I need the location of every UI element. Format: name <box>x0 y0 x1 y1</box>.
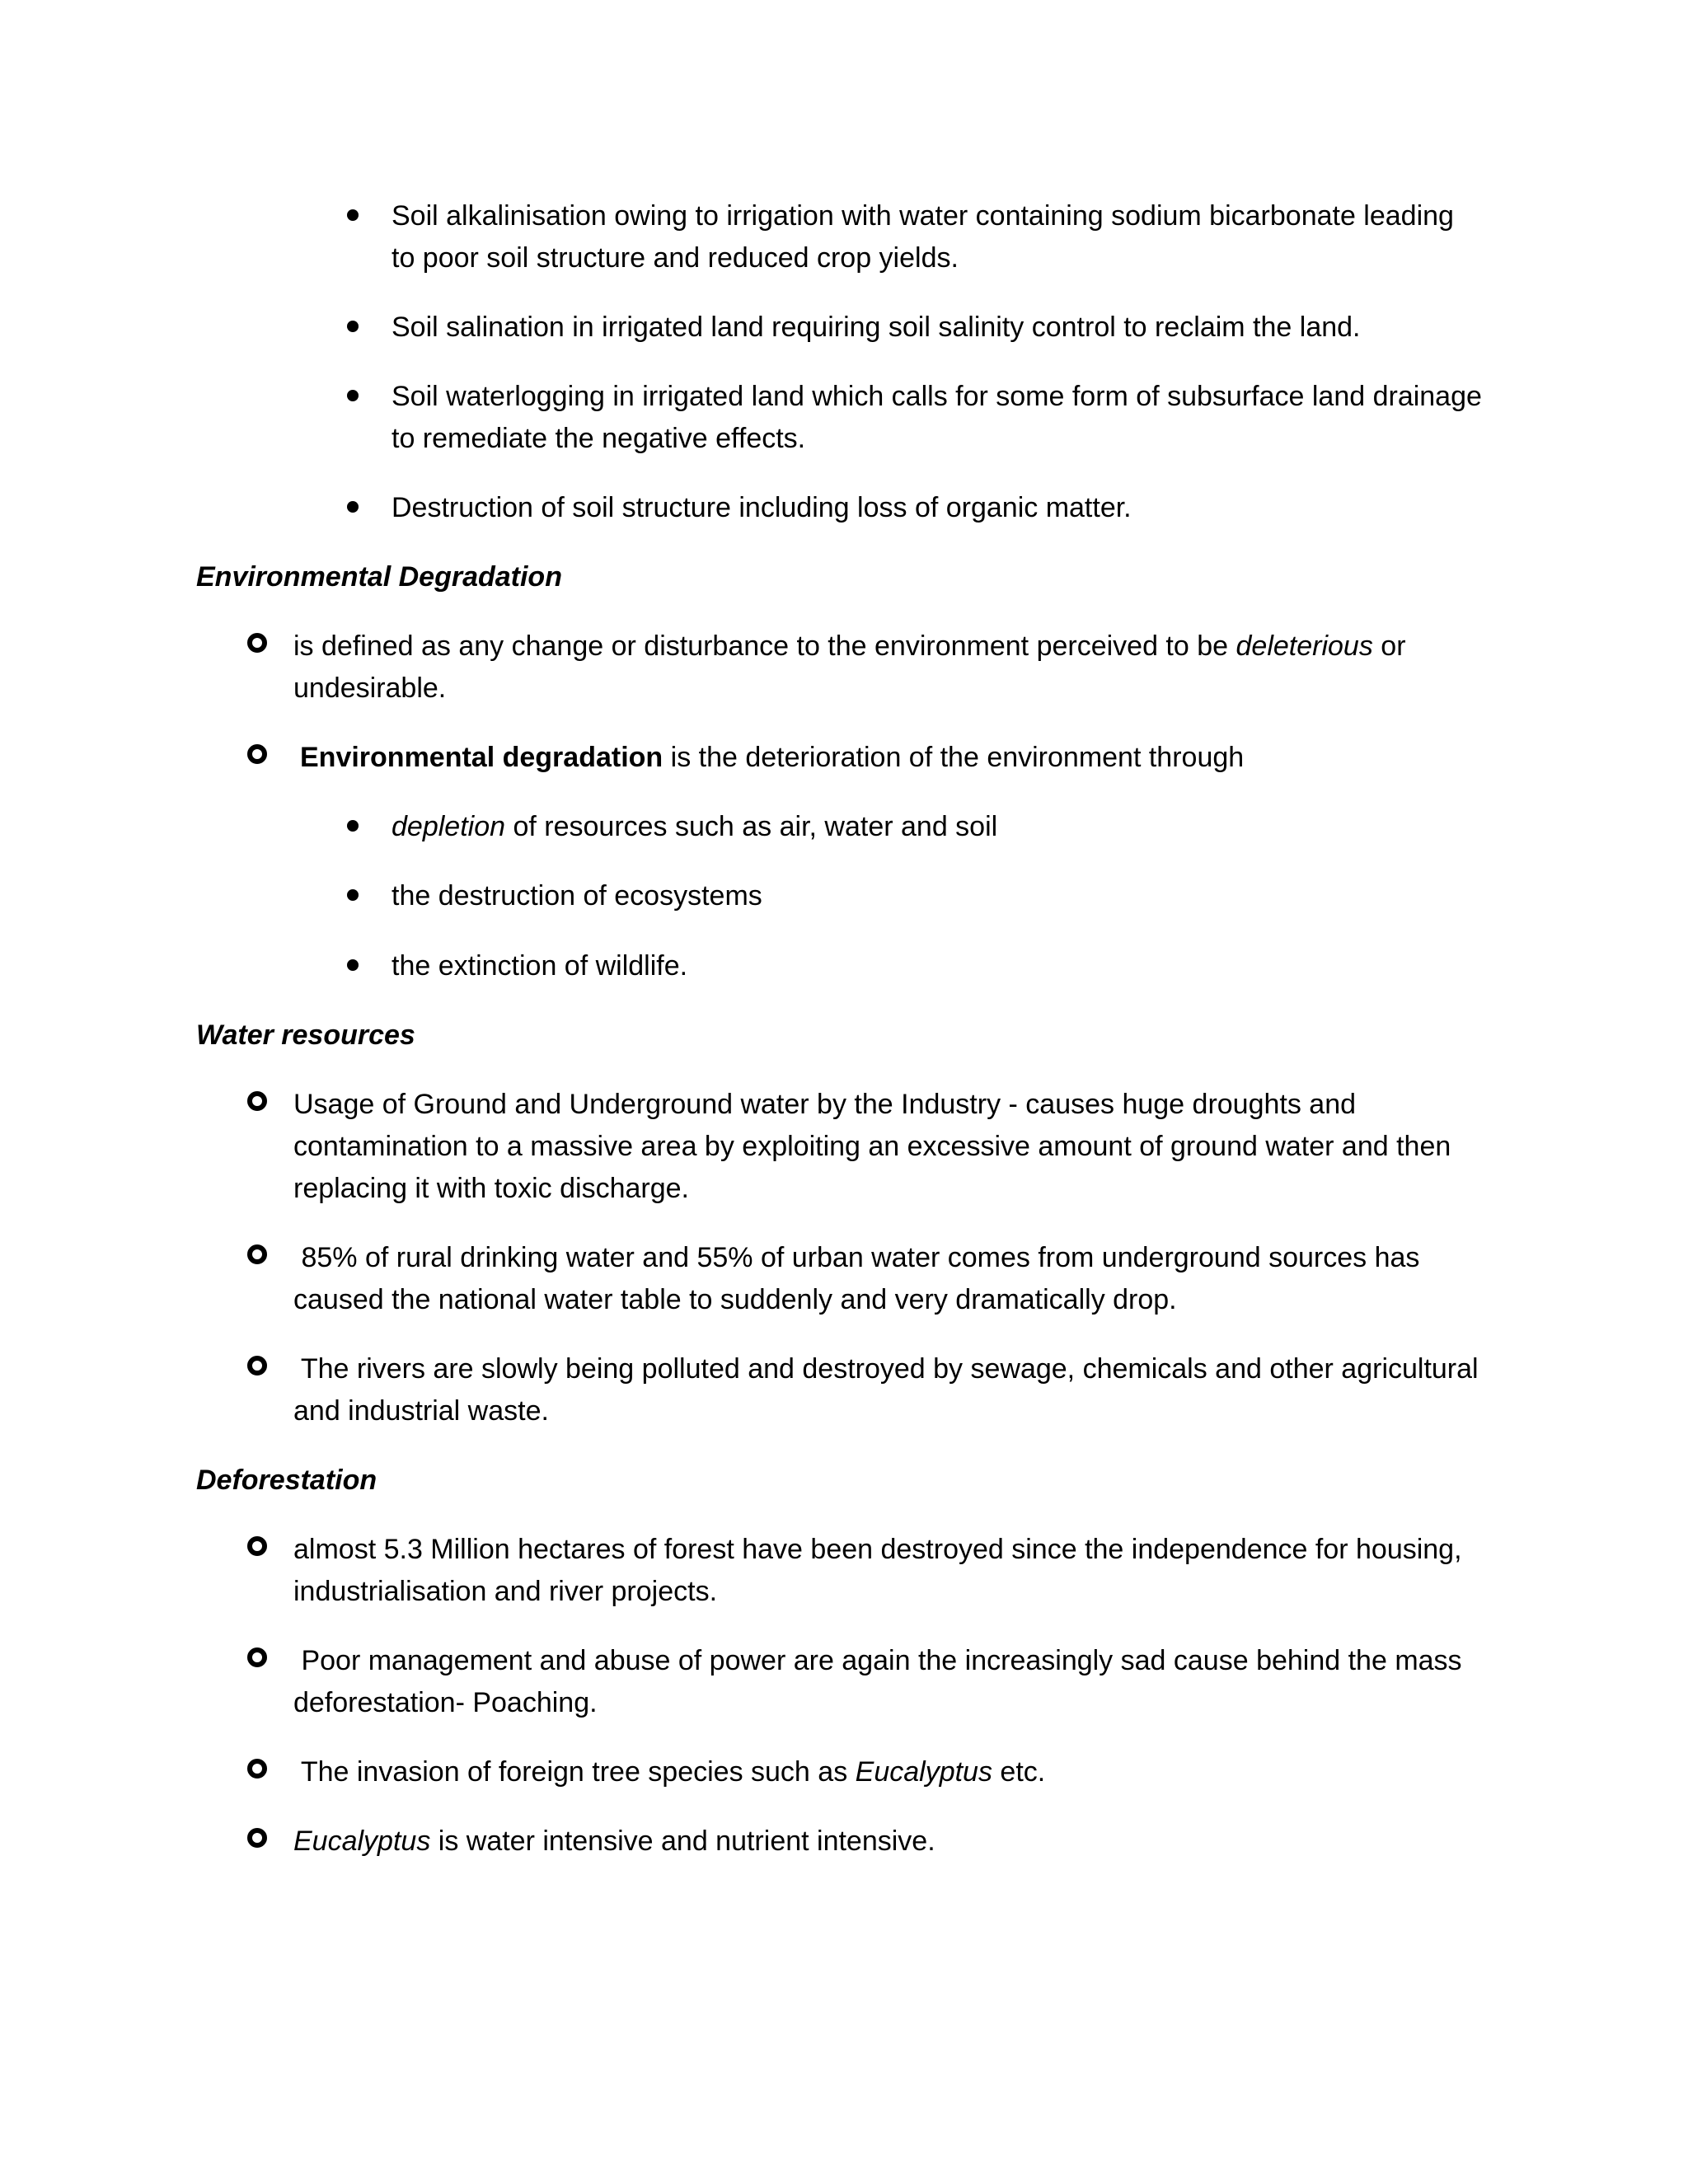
defor-item-2-line-1: Poor management and abuse of power are again the increasingly sad cause behind the mass <box>293 1645 1462 1676</box>
bullet-dot-icon <box>347 501 359 513</box>
bullet-ring-icon <box>247 633 267 653</box>
section-heading-water-resources: Water resources <box>196 1019 415 1051</box>
env-sub-item-1-emphasis: depletion <box>392 811 506 842</box>
soil-item-3-line-2: to remediate the negative effects. <box>392 423 806 454</box>
soil-item-1-line-2: to poor soil structure and reduced crop yields. <box>392 242 959 274</box>
defor-item-2-line-2: deforestation- Poaching. <box>293 1687 598 1718</box>
env-item-2-bold-term: Environmental degradation <box>300 742 663 773</box>
bullet-dot-icon <box>347 889 359 901</box>
soil-item-1-line-1: Soil alkalinisation owing to irrigation with water containing sodium bicarbonate leading <box>392 200 1454 232</box>
env-item-1-line-1 <box>293 625 1406 668</box>
bullet-ring-icon <box>247 1244 267 1264</box>
water-item-1-line-1: Usage of Ground and Underground water by the Industry - causes huge droughts and <box>293 1089 1357 1120</box>
section-heading-environmental-degradation: Environmental Degradation <box>196 561 562 593</box>
env-sub-item-1 <box>392 805 997 848</box>
water-item-1-line-3: replacing it with toxic discharge. <box>293 1173 690 1204</box>
bullet-dot-icon <box>347 959 359 971</box>
defor-item-4-emphasis: Eucalyptus <box>293 1825 431 1857</box>
water-item-2-line-1: 85% of rural drinking water and 55% of urban water comes from underground sources has <box>293 1242 1420 1273</box>
soil-item-4: Destruction of soil structure including loss of organic matter. <box>392 492 1132 523</box>
water-item-3-line-1: The rivers are slowly being polluted and destroyed by sewage, chemicals and other agricultural <box>293 1353 1479 1385</box>
soil-item-2: Soil salination in irrigated land requiring soil salinity control to reclaim the land. <box>392 312 1361 343</box>
env-item-1-emphasis: deleterious <box>1236 630 1373 662</box>
env-sub-item-2: the destruction of ecosystems <box>392 880 762 912</box>
bullet-ring-icon <box>247 1828 267 1848</box>
water-item-3-line-2: and industrial waste. <box>293 1395 549 1427</box>
bullet-ring-icon <box>247 1091 267 1111</box>
env-item-1-text-end: or <box>1372 630 1406 662</box>
defor-item-4-text: is water intensive and nutrient intensive. <box>430 1825 935 1857</box>
water-item-1-line-2: contamination to a massive area by exploiting an excessive amount of ground water and then <box>293 1131 1451 1162</box>
env-item-1-line-2: undesirable. <box>293 673 447 704</box>
env-item-2-text: is the deterioration of the environment through <box>663 742 1245 773</box>
bullet-ring-icon <box>247 1647 267 1667</box>
env-sub-item-1-text: of resources such as air, water and soil <box>505 811 998 842</box>
defor-item-3 <box>293 1750 1045 1793</box>
bullet-ring-icon <box>247 744 267 764</box>
defor-item-3-text: The invasion of foreign tree species such as <box>293 1756 856 1788</box>
section-heading-deforestation: Deforestation <box>196 1465 377 1496</box>
env-sub-item-3: the extinction of wildlife. <box>392 950 688 982</box>
bullet-ring-icon <box>247 1536 267 1556</box>
defor-item-4 <box>293 1820 935 1863</box>
env-item-1-text: is defined as any change or disturbance to the environment perceived to be <box>293 630 1236 662</box>
soil-item-3-line-1: Soil waterlogging in irrigated land which calls for some form of subsurface land drainage <box>392 381 1482 412</box>
bullet-ring-icon <box>247 1759 267 1779</box>
bullet-dot-icon <box>347 390 359 401</box>
bullet-dot-icon <box>347 820 359 832</box>
bullet-dot-icon <box>347 321 359 332</box>
bullet-ring-icon <box>247 1356 267 1376</box>
env-item-2 <box>300 736 1244 779</box>
defor-item-1-line-2: industrialisation and river projects. <box>293 1576 718 1607</box>
defor-item-3-emphasis: Eucalyptus <box>855 1756 992 1788</box>
defor-item-1-line-1: almost 5.3 Million hectares of forest have been destroyed since the independence for housing, <box>293 1534 1462 1565</box>
defor-item-3-text-end: etc. <box>992 1756 1046 1788</box>
water-item-2-line-2: caused the national water table to suddenly and very dramatically drop. <box>293 1284 1177 1315</box>
bullet-dot-icon <box>347 209 359 221</box>
